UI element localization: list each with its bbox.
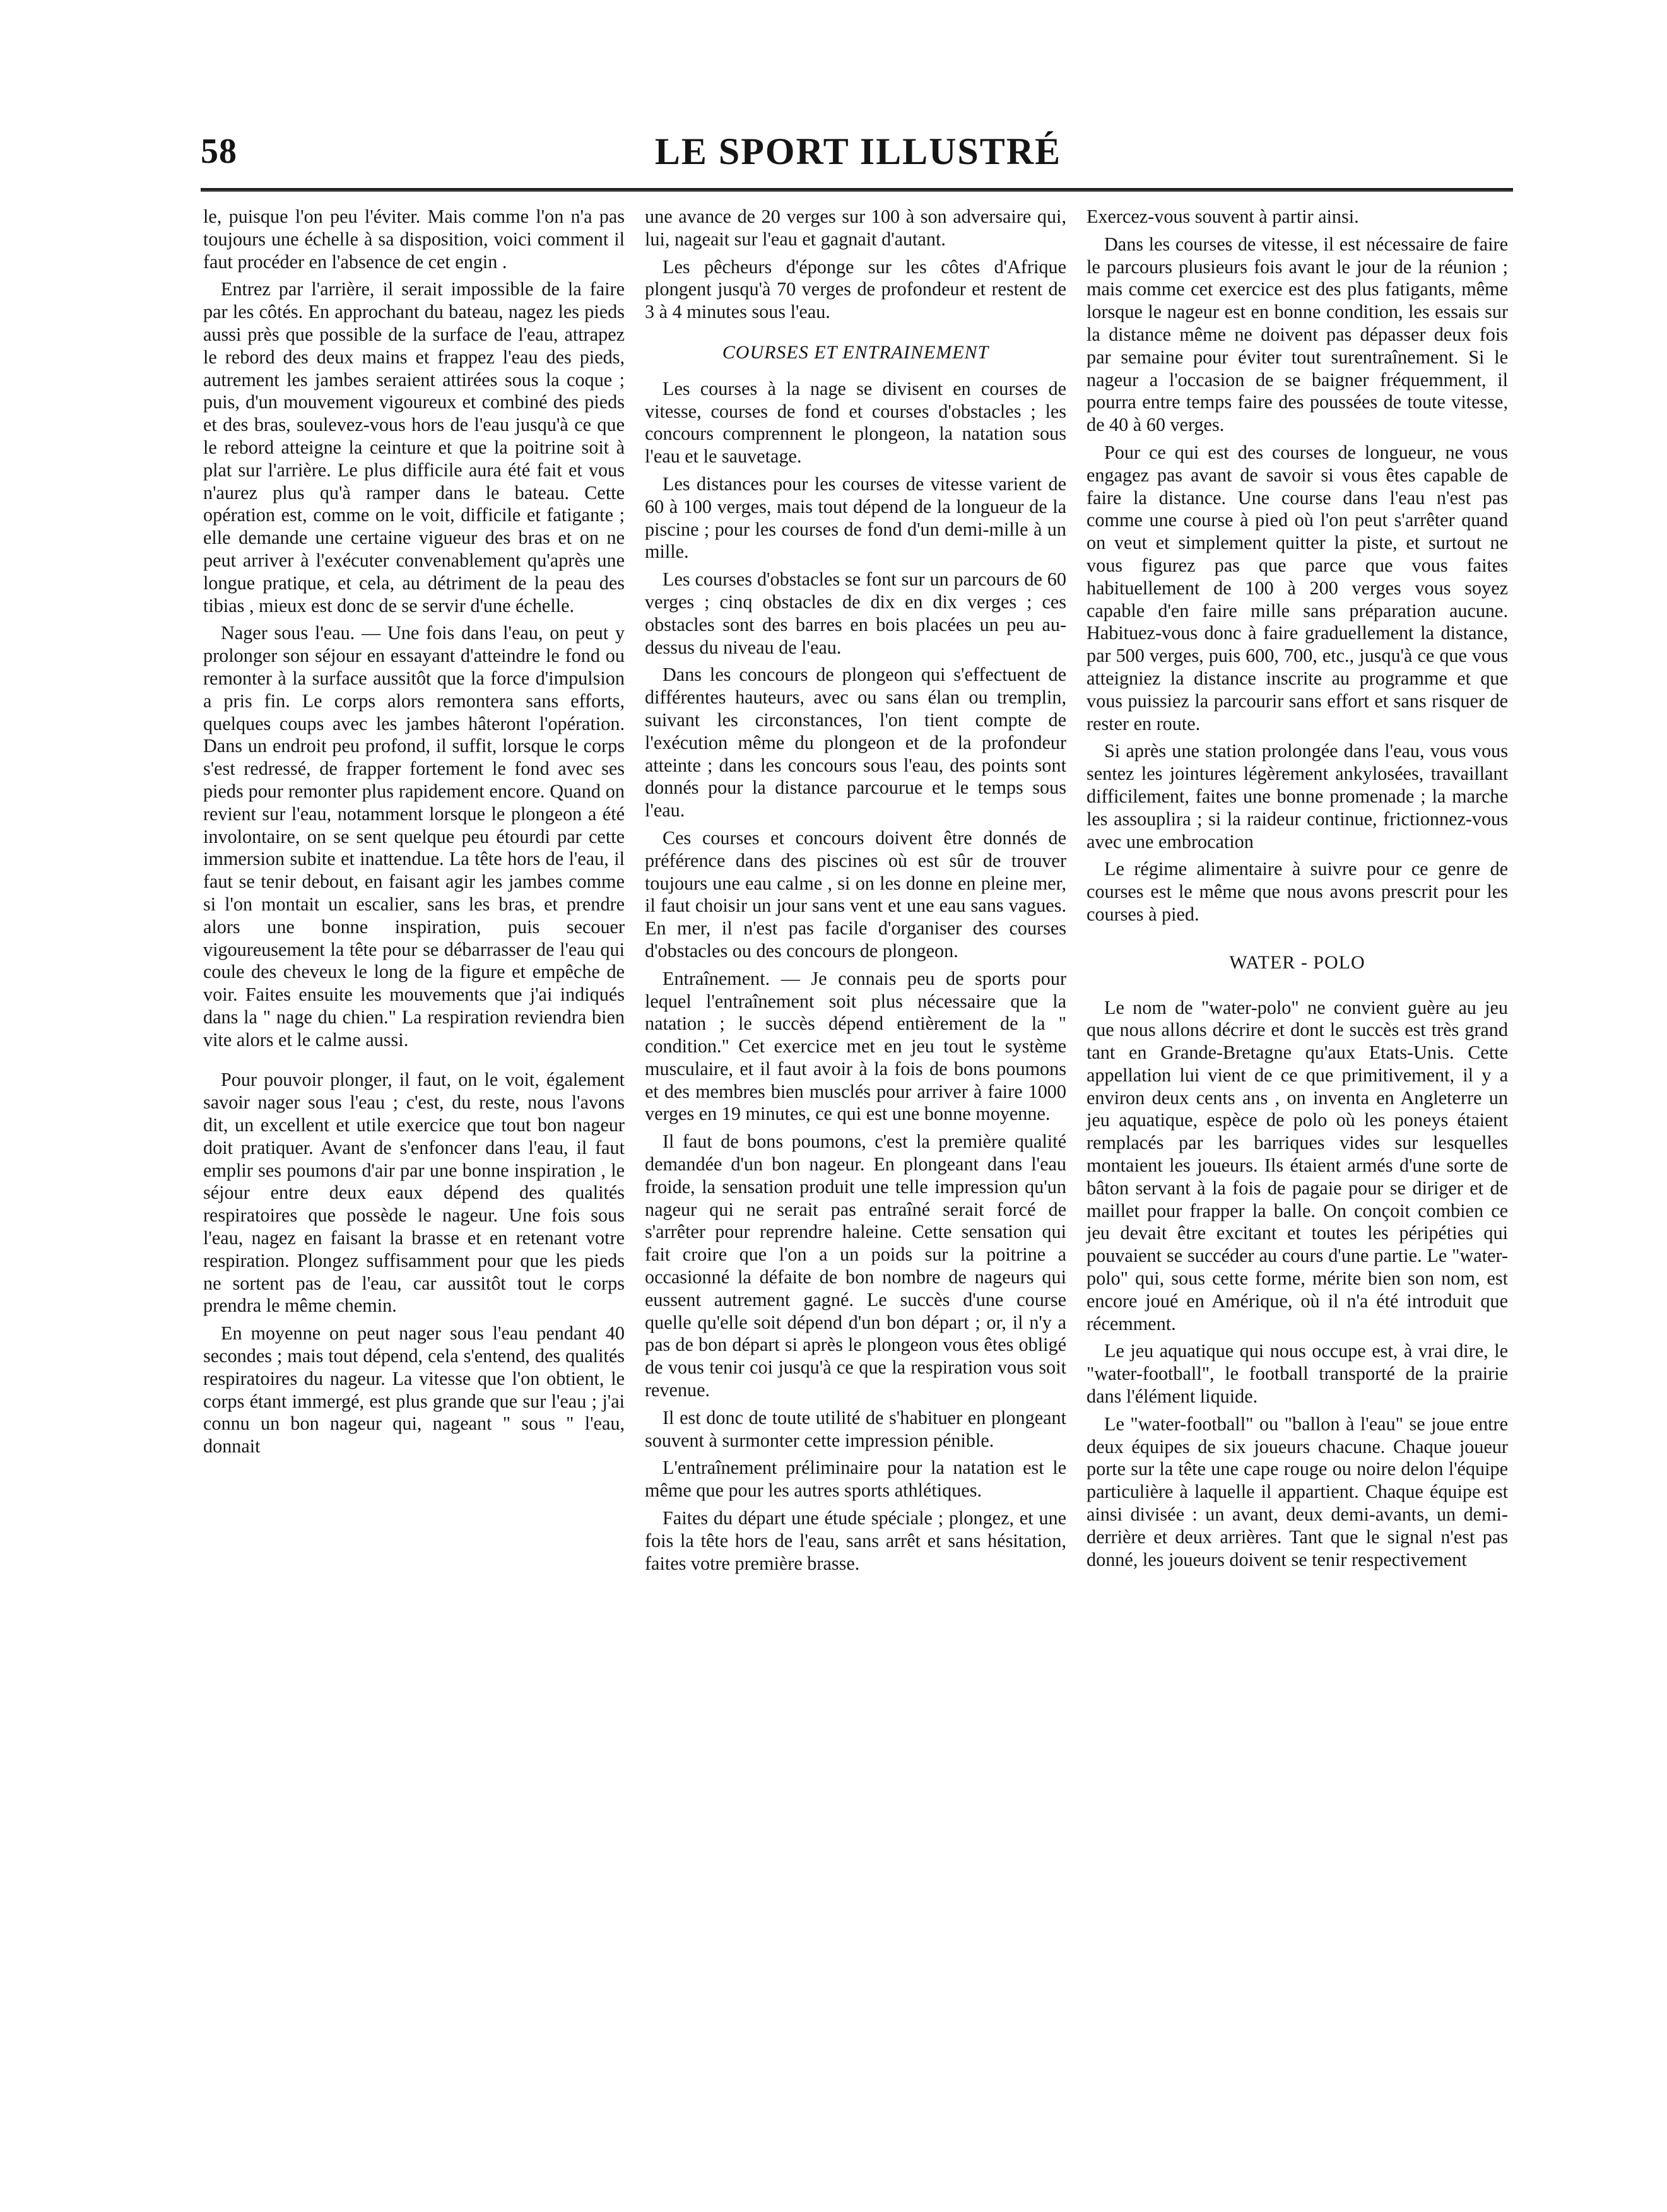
paragraph: Le jeu aquatique qui nous occupe est, à vrai dire, le "water-football", le football transporté de la prairie dans l'élément liquide. (1087, 1340, 1508, 1408)
paragraph: le, puisque l'on peu l'éviter. Mais comme l'on n'a pas toujours une échelle à sa disposition, voici comment il faut procéder en l'absence de cet engin . (203, 206, 625, 273)
paragraph: une avance de 20 verges sur 100 à son adversaire qui, lui, nageait sur l'eau et gagnait d'autant. (645, 206, 1066, 250)
paragraph: Faites du départ une étude spéciale ; plongez, et une fois la tête hors de l'eau, sans arrêt et sans hésitation, faites votre première brasse. (645, 1507, 1066, 1574)
paragraph-gap (203, 1056, 625, 1069)
paragraph: Si après une station prolongée dans l'eau, vous vous sentez les jointures légèrement ankylosées, travaillant difficilement, faites une bonne promenade ; la marche les assouplira ; si la raideur continue, frictionnez-vous avec une embrocation (1087, 740, 1508, 852)
paragraph: Il est donc de toute utilité de s'habituer en plongeant souvent à surmonter cette impression pénible. (645, 1406, 1066, 1451)
paragraph: Pour pouvoir plonger, il faut, on le voit, également savoir nager sous l'eau ; c'est, du reste, nous l'avons dit, un excellent et utile exercice que tout bon nageur doit pratiquer. Avant de s'enfoncer dans l'eau, il faut emplir ses poumons d'air par une bonne inspiration , le séjour entre deux eaux dépend des qualités respiratoires que possède le nageur. Une fois sous l'eau, nagez en faisant la brasse et en retenant votre respiration. Plongez suffisamment pour que les pieds ne sortent pas de l'eau, car aussitôt tout le corps prendra le même chemin. (203, 1069, 625, 1317)
paragraph: Pour ce qui est des courses de longueur, ne vous engagez pas avant de savoir si vous êtes capable de faire la distance. Une course dans l'eau n'est pas comme une course à pied où l'on peut s'arrêter quand on veut et simplement quitter la piste, et surtout ne vous figurez pas que parce que vous faites habituellement de 100 à 200 verges vous soyez capable d'en faire mille sans préparation aucune. Habituez-vous donc à faire graduellement la distance, par 500 verges, puis 600, 700, etc., jusqu'à ce que vous atteigniez la distance inscrite au programme et que vous puissiez la parcourir sans effort et sans risquer de rester en route. (1087, 441, 1508, 734)
paragraph: Exercez-vous souvent à partir ainsi. (1087, 206, 1359, 227)
header-rule (201, 188, 1513, 192)
paragraph: Ces courses et concours doivent être donnés de préférence dans des piscines où est sûr de trouver toujours une eau calme , si on les donne en pleine mer, il faut choisir un jour sans vent et une eau sans vagues. En mer, il n'est pas facile d'organiser des courses d'obstacles ou des concours de plongeon. (645, 827, 1066, 962)
paragraph: Dans les courses de vitesse, il est nécessaire de faire le parcours plusieurs fois avant le jour de la réunion ; mais comme cet exercice est des plus fatigants, même lorsque le nageur est en bonne condition, les essais sur la distance même ne doivent pas dépasser deux fois par semaine pour éviter tout surentraînement. Si le nageur a l'occasion de se baigner fréquemment, il pourra entre temps faire des poussées de toute vitesse, de 40 à 60 verges. (1087, 233, 1508, 436)
page-title: LE SPORT ILLUSTRÉ (654, 131, 1062, 172)
paragraph: Les pêcheurs d'éponge sur les côtes d'Afrique plongent jusqu'à 70 verges de profondeur et restent de 3 à 4 minutes sous l'eau. (645, 256, 1066, 323)
paragraph: Le nom de "water-polo" ne convient guère au jeu que nous allons décrire et dont le succès est très grand tant en Grande-Bretagne qu'aux Etats-Unis. Cette appellation lui vient de ce que primitivement, il y a environ deux cents ans , on inventa en Angleterre un jeu aquatique, espèce de polo où les poneys étaient remplacés par les barriques vides sur lesquelles montaient les joueurs. Ils étaient armés d'une sorte de bâton servant à la fois de pagaie pour se diriger et de maillet pour frapper la balle. On conçoit combien ce jeu devait être excitant et toutes les péripéties qui pouvaient se succéder au cours d'une partie. Le "water-polo" qui, sous cette forme, mérite bien son nom, est encore joué en Amérique, où il n'a été introduit que récemment. (1087, 996, 1508, 1334)
section-heading-water-polo: WATER - POLO (1229, 951, 1365, 973)
paragraph: Entraînement. — Je connais peu de sports pour lequel l'entraînement soit plus nécessaire que la natation ; le succès dépend entièrement de la " condition." Cet exercice met en jeu tout le système musculaire, et il faut avoir à la fois de bons poumons et des membres bien musclés pour arriver à faire 1000 verges en 19 minutes, ce qui est une bonne moyenne. (645, 967, 1066, 1125)
paragraph: L'entraînement préliminaire pour la natation est le même que pour les autres sports athlétiques. (645, 1457, 1066, 1502)
paragraph: Le régime alimentaire à suivre pour ce genre de courses est le même que nous avons prescrit pour les courses à pied. (1087, 858, 1508, 925)
paragraph: Les courses à la nage se divisent en courses de vitesse, courses de fond et courses d'obstacles ; les concours comprennent le plongeon, la natation sous l'eau et le sauvetage. (645, 377, 1066, 468)
paragraph: Dans les concours de plongeon qui s'effectuent de différentes hauteurs, avec ou sans élan ou tremplin, suivant les circonstances, l'on tient compte de l'exécution même du plongeon et de la profondeur atteinte ; dans les concours sous l'eau, des points sont donnés pour la distance parcourue et le temps sous l'eau. (645, 664, 1066, 821)
paragraph: Le "water-football" ou "ballon à l'eau" se joue entre deux équipes de six joueurs chacune. Chaque joueur porte sur la tête une cape rouge ou noire delon l'équipe particulière à laquelle il appartient. Chaque équipe est ainsi divisée : un avant, deux demi-avants, un demi-derrière et deux arrières. Tant que le signal n'est pas donné, les joueurs doivent se tenir respectivement (1087, 1413, 1508, 1570)
article-column-1 (203, 206, 625, 1463)
paragraph: Les courses d'obstacles se font sur un parcours de 60 verges ; cinq obstacles de dix en dix verges ; ces obstacles sont des barres en bois placées un peu au-dessus du niveau de l'eau. (645, 568, 1066, 658)
paragraph: Entrez par l'arrière, il serait impossible de la faire par les côtés. En approchant du bateau, nagez les pieds aussi près que possible de la surface de l'eau, attrapez le rebord des deux mains et frappez l'eau des pieds, autrement les jambes seraient attirées sous la coque ; puis, d'un mouvement vigoureux et combiné des pieds et des bras, soulevez-vous hors de l'eau jusqu'à ce que le rebord atteigne la ceinture et que la poitrine soit à plat sur l'arrière. Le plus difficile aura été fait et vous n'aurez plus qu'à ramper dans le bateau. Cette opération est, comme on le voit, difficile et fatigante ; elle demande une certaine vigueur des bras et on ne peut arriver à l'exécuter convenablement qu'après une longue pratique, et cela, au détriment de la peau des tibias , mieux est donc de se servir d'une échelle. (203, 278, 625, 616)
paragraph: Nager sous l'eau. — Une fois dans l'eau, on peut y prolonger son séjour en essayant d'atteindre le fond ou remonter à la surface aussitôt que la force d'impulsion a pris fin. Le corps alors remontera sans efforts, quelques coups avec les jambes hâteront l'opération. Dans un endroit peu profond, il suffit, lorsque le corps s'est redressé, de frapper fortement le fond avec ses pieds pour remonter plus rapidement encore. Quand on revient sur l'eau, notamment lorsque le plongeon a été involontaire, on se sent quelque peu étourdi par cette immersion subite et inattendue. La tête hors de l'eau, il faut se tenir debout, en faisant agir les jambes comme si l'on montait un escalier, sans les bras, et prendre alors une bonne inspiration, puis secouer vigoureusement la tête pour se débarrasser de l'eau qui coule des cheveux le long de la figure et empêche de voir. Faites ensuite les mouvements que j'ai indiqués dans la " nage du chien." La respiration reviendra bien vite alors et le calme aussi. (203, 622, 625, 1050)
paragraph: En moyenne on peut nager sous l'eau pendant 40 secondes ; mais tout dépend, cela s'entend, des qualités respiratoires du nageur. La vitesse que l'on obtient, le corps étant immergé, est plus grande que sur l'eau ; j'ai connu un bon nageur qui, nageant " sous " l'eau, donnait (203, 1322, 625, 1457)
page-number: 58 (201, 132, 237, 171)
article-column-2 (645, 206, 1066, 1580)
paragraph: Les distances pour les courses de vitesse varient de 60 à 100 verges, mais tout dépend de la longueur de la piscine ; pour les courses de fond d'un demi-mille à un mille. (645, 473, 1066, 563)
section-heading-courses: COURSES ET ENTRAINEMENT (722, 341, 989, 363)
article-column-3 (1087, 206, 1508, 1576)
paragraph: Il faut de bons poumons, c'est la première qualité demandée d'un bon nageur. En plongeant dans l'eau froide, la sensation produit une telle impression qu'un nageur qui ne serait pas entraîné serait forcé de s'arrêter pour reprendre haleine. Cette sensation qui fait croire que l'on a un poids sur la poitrine a occasionné la défaite de bon nombre de nageurs qui eussent autrement gagné. Le succès d'une course quelle qu'elle soit dépend d'un bon départ ; or, il n'y a pas de bon départ si après le plongeon vous êtes obligé de vous tenir coi jusqu'à ce que la respiration vous soit revenue. (645, 1131, 1066, 1401)
